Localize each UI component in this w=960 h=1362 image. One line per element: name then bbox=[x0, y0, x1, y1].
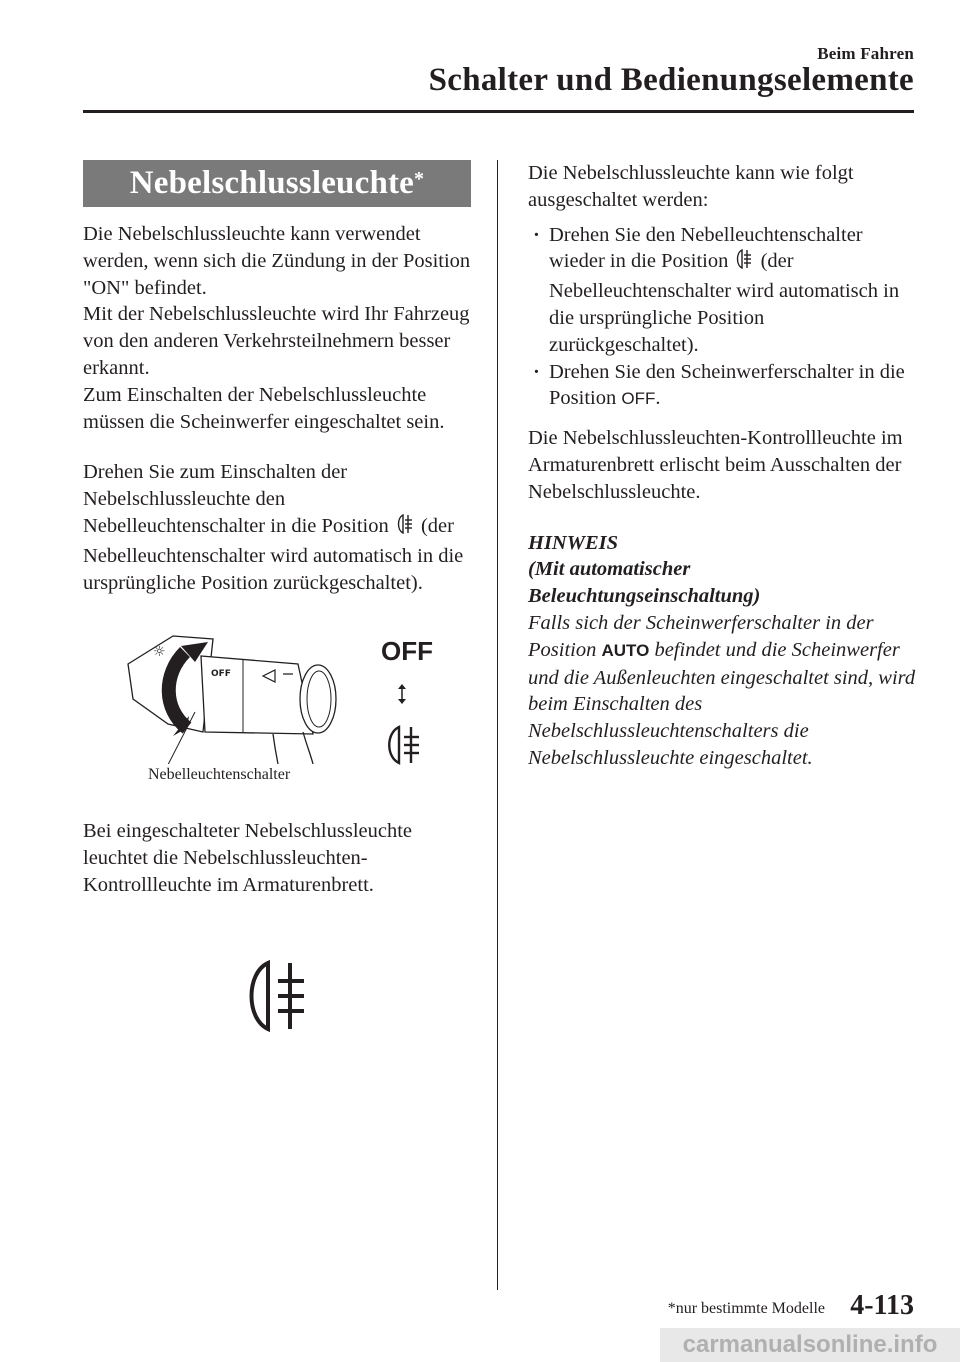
watermark: carmanualsonline.info bbox=[660, 1328, 960, 1362]
list-item-text: Drehen Sie den Scheinwerferschalter in die Position bbox=[549, 360, 905, 410]
rear-fog-light-icon bbox=[381, 724, 427, 771]
auto-tag: AUTO bbox=[601, 640, 650, 660]
page-number: 4-113 bbox=[850, 1290, 914, 1321]
note-text: Falls sich der Scheinwerferschalter in der Position bbox=[528, 611, 874, 661]
paragraph: Die Nebelschlussleuchte kann verwendet werden, wenn sich die Zündung in der Position "ON" befindet. bbox=[83, 223, 471, 299]
left-column bbox=[83, 160, 471, 1038]
rear-fog-light-icon bbox=[733, 248, 755, 278]
bullet-list bbox=[528, 222, 918, 414]
up-down-arrow-icon bbox=[397, 684, 407, 709]
list-item bbox=[528, 359, 918, 414]
chapter-label: Beim Fahren bbox=[817, 44, 914, 63]
paragraph bbox=[83, 459, 471, 596]
list-item-text: . bbox=[655, 387, 661, 410]
note-subheading: (Mit automatischer Beleuchtungseinschaltung) bbox=[528, 558, 761, 608]
svg-text:OFF: OFF bbox=[211, 669, 231, 680]
right-column bbox=[528, 160, 918, 772]
lighting-stalk-illustration bbox=[123, 624, 383, 764]
note-heading: HINWEIS bbox=[528, 531, 619, 554]
svg-text:☼: ☼ bbox=[153, 644, 166, 661]
paragraph: Die Nebelschlussleuchten-Kontrollleuchte im Armaturenbrett erlischt beim Ausschalten der Nebelschlussleuchte. bbox=[528, 427, 903, 503]
list-item bbox=[528, 222, 918, 359]
off-position-label: OFF bbox=[381, 636, 433, 667]
section-title-text: Nebelschlussleuchte bbox=[129, 165, 415, 201]
paragraph: Die Nebelschlussleuchte kann wie folgt ausgeschaltet werden: bbox=[528, 162, 854, 211]
footer-note: *nur bestimmte Modelle bbox=[667, 1300, 825, 1317]
paragraph: Mit der Nebelschlussleuchte wird Ihr Fahrzeug von den anderen Verkehrsteilnehmern besser erkannt. bbox=[83, 303, 470, 379]
column-divider bbox=[497, 160, 498, 1290]
paragraph: Zum Einschalten der Nebelschlussleuchte müssen die Scheinwerfer eingeschaltet sein. bbox=[83, 383, 445, 433]
bullet-dot: · bbox=[533, 360, 540, 383]
section-title bbox=[83, 160, 471, 207]
paragraph-text: Drehen Sie zum Einschalten der Nebelschlussleuchte den Nebelleuchtenschalter in die Position bbox=[83, 461, 389, 537]
note-block bbox=[528, 530, 918, 772]
note-text: befindet und die Scheinwerfer und die Außenleuchten eingeschaltet sind, wird beim Einschalten des Nebelschlussleuchtenschalters die Nebelschlussleuchte eingeschaltet. bbox=[528, 638, 916, 769]
off-tag: OFF bbox=[621, 389, 656, 409]
page-title: Schalter und Bedienungselemente bbox=[428, 62, 914, 98]
fog-switch-figure bbox=[83, 624, 471, 794]
list-item-text: (der Nebelleuchtenschalter wird automatisch in die ursprüngliche Position zurückgeschaltet). bbox=[549, 250, 900, 356]
rear-fog-light-icon bbox=[394, 513, 416, 543]
bullet-dot: · bbox=[533, 223, 540, 246]
figure-caption: Nebelleuchtenschalter bbox=[148, 766, 291, 784]
section-asterisk: * bbox=[414, 168, 425, 190]
rear-fog-indicator-icon bbox=[238, 959, 471, 1038]
note-body bbox=[528, 610, 918, 772]
paragraph: Bei eingeschalteter Nebelschlussleuchte leuchtet die Nebelschlussleuchten-Kontrollleuchte im Armaturenbrett. bbox=[83, 820, 413, 896]
list-item-text: Drehen Sie den Nebelleuchtenschalter wieder in die Position bbox=[549, 223, 863, 273]
header-rule bbox=[83, 110, 914, 113]
paragraph-text: (der Nebelleuchtenschalter wird automatisch in die ursprüngliche Position zurückgeschaltet). bbox=[83, 514, 464, 594]
